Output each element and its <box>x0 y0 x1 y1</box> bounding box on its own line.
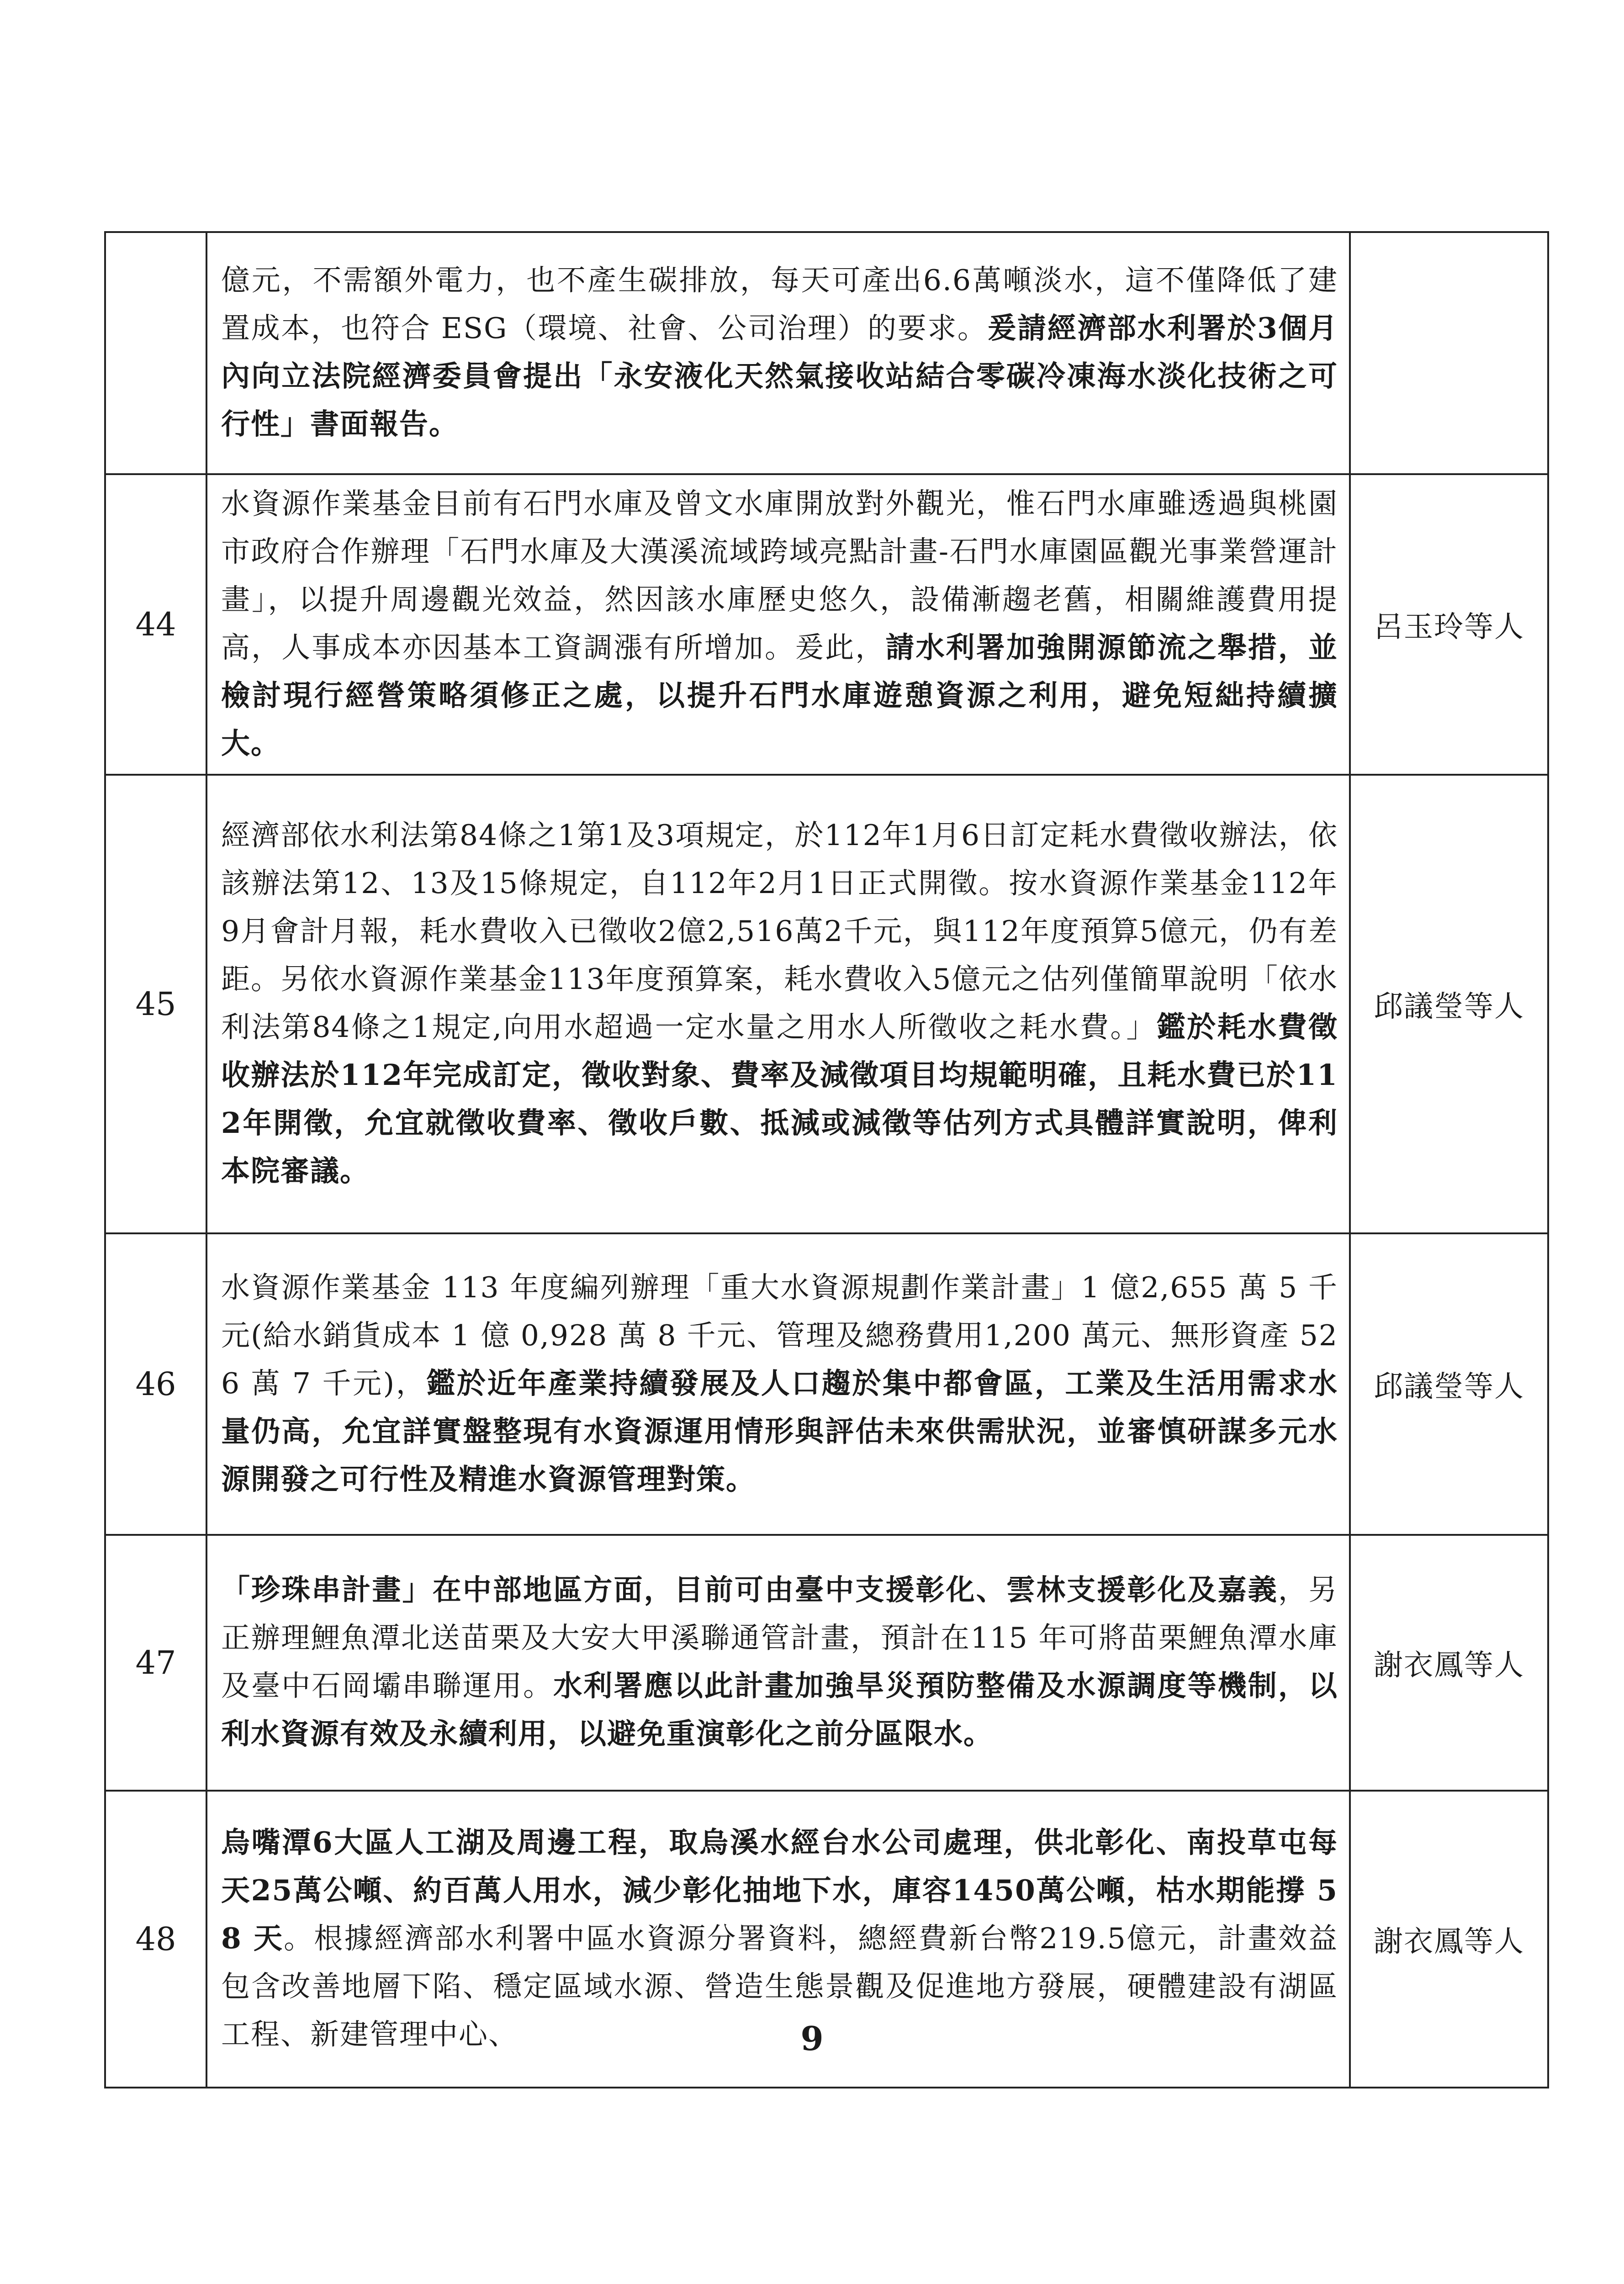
content-text: ，另正辦理鯉魚潭北送苗栗及大安大甲溪聯通管計畫，預計在115 年可將苗栗鯉魚潭水庫及臺中石岡壩串聯運用。 <box>221 1573 1338 1702</box>
content-text: 經濟部依水利法第84條之1第1及3項規定，於112年1月6日訂定耗水費徵收辦法，依該辦法第12、13及15條規定，自112年2月1日正式開徵。按水資源作業基金112年9月會計月報，耗水費收入已徵收2億2,516萬2千元，與112年度預算5億元，仍有差距。另依水資源作業基金113年度預算案，耗水費收入5億元之估列僅簡單說明「依水利法第84條之1規定,向用水超過一定水量之用水人所徵收之耗水費。」 <box>221 819 1338 1044</box>
row-proposer: 呂玉玲等人 <box>1350 474 1548 775</box>
row-number: 45 <box>105 775 206 1233</box>
row-number: 47 <box>105 1535 206 1791</box>
content-text: 水資源作業基金目前有石門水庫及曾文水庫開放對外觀光，惟石門水庫雖透過與桃園市政府合作辦理「石門水庫及大漢溪流域跨域亮點計畫-石門水庫園區觀光事業營運計畫」，以提升周邊觀光效益，然因該水庫歷史悠久，設備漸趨老舊，相關維護費用提高，人事成本亦因基本工資調漲有所增加。爰此， <box>221 487 1338 664</box>
content-text-bold: 烏嘴潭6大區人工湖及周邊工程，取烏溪水經台水公司處理，供北彰化、南投草屯每天25萬公噸、約百萬人用水，減少彰化抽地下水，庫容1450萬公噸，枯水期能撐 58 天 <box>221 1825 1338 1955</box>
row-number: 46 <box>105 1233 206 1535</box>
row-number: 44 <box>105 474 206 775</box>
row-proposer <box>1350 232 1548 474</box>
table-row <box>105 474 1548 775</box>
table-row <box>105 775 1548 1233</box>
row-proposer: 邱議瑩等人 <box>1350 1233 1548 1535</box>
content-text-bold: 水利署應以此計畫加強旱災預防整備及水源調度等機制，以利水資源有效及永續利用，以避免重演彰化之前分區限水。 <box>221 1669 1338 1750</box>
row-content <box>206 1233 1350 1535</box>
table-row <box>105 1233 1548 1535</box>
content-text-bold: 鑑於近年產業持續發展及人口趨於集中都會區，工業及生活用需求水量仍高，允宜詳實盤整現有水資源運用情形與評估未來供需狀況，並審慎研謀多元水源開發之可行性及精進水資源管理對策。 <box>221 1366 1338 1496</box>
resolution-table <box>104 231 1549 2088</box>
content-text-bold: 鑑於耗水費徵收辦法於112年完成訂定，徵收對象、費率及減徵項目均規範明確，且耗水費已於112年開徵，允宜就徵收費率、徵收戶數、抵減或減徵等估列方式具體詳實說明，俾利本院審議。 <box>221 1010 1338 1188</box>
row-content <box>206 232 1350 474</box>
content-text-bold: 爰請經濟部水利署於3個月內向立法院經濟委員會提出「永安液化天然氣接收站結合零碳冷凍海水淡化技術之可行性」書面報告。 <box>221 311 1338 441</box>
content-text-bold: 請水利署加強開源節流之舉措，並檢討現行經營策略須修正之處，以提升石門水庫遊憩資源之利用，避免短絀持續擴大。 <box>221 630 1338 760</box>
content-text-bold: 「珍珠串計畫」在中部地區方面，目前可由臺中支援彰化、雲林支援彰化及嘉義 <box>221 1573 1278 1607</box>
content-text: 。根據經濟部水利署中區水資源分署資料，總經費新台幣219.5億元，計畫效益包含改善地層下陷、穩定區域水源、營造生態景觀及促進地方發展，硬體建設有湖區工程、新建管理中心、 <box>221 1921 1338 2051</box>
content-text: 億元，不需額外電力，也不產生碳排放，每天可產出6.6萬噸淡水，這不僅降低了建置成本，也符合 ESG（環境、社會、公司治理）的要求。 <box>221 264 1338 345</box>
table-row <box>105 232 1548 474</box>
row-proposer: 邱議瑩等人 <box>1350 775 1548 1233</box>
row-content <box>206 1535 1350 1791</box>
row-content <box>206 474 1350 775</box>
row-content <box>206 775 1350 1233</box>
page-number: 9 <box>800 2019 824 2058</box>
row-number: 48 <box>105 1791 206 2088</box>
row-proposer: 謝衣鳳等人 <box>1350 1791 1548 2088</box>
row-proposer: 謝衣鳳等人 <box>1350 1535 1548 1791</box>
table-row <box>105 1535 1548 1791</box>
content-text: 水資源作業基金 113 年度編列辦理「重大水資源規劃作業計畫」1 億2,655 萬 5 千元(給水銷貨成本 1 億 0,928 萬 8 千元、管理及總務費用1,200 萬元、無形資產 526 萬 7 千元)， <box>221 1270 1338 1400</box>
row-number <box>105 232 206 474</box>
